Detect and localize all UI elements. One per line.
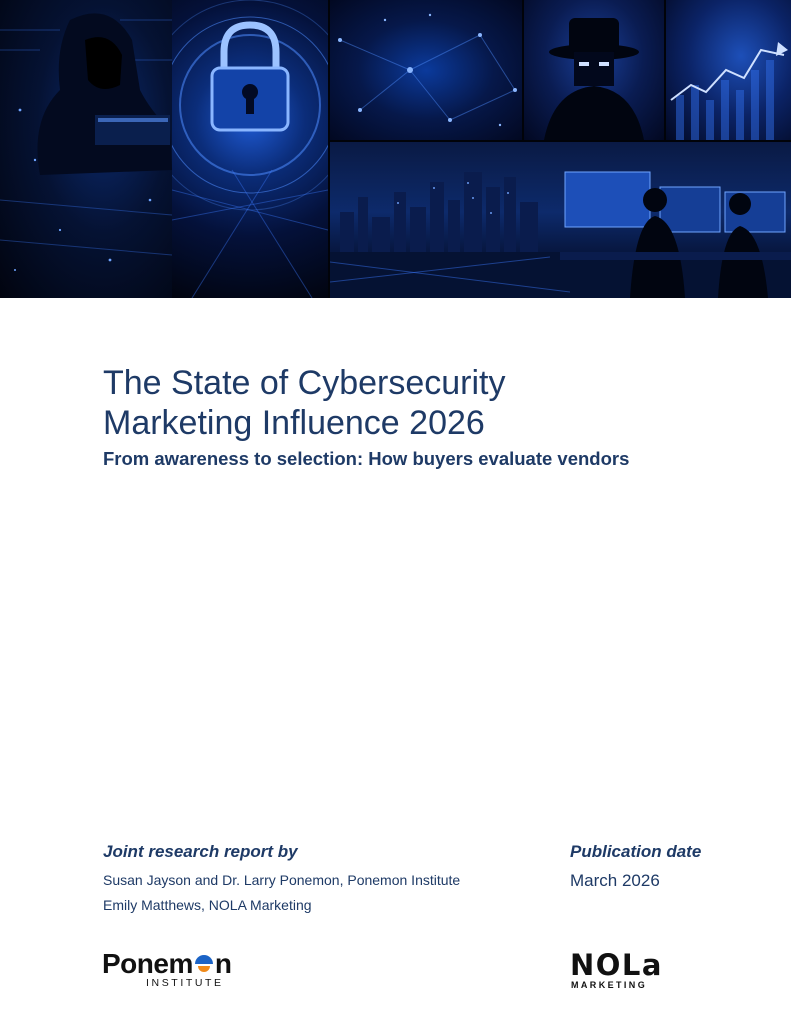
network-map-image [330,0,522,140]
rising-graph-image [666,0,791,140]
ponemon-institute-logo [102,948,252,993]
report-subtitle: From awareness to selection: How buyers evaluate vendors [103,448,630,469]
padlock-image [172,0,328,298]
ponemon-institute-text: INSTITUTE [146,977,224,989]
publication-date: March 2026 [570,871,660,890]
research-label: Joint research report by [103,842,298,861]
nola-marketing-text: MARKETING [571,980,648,990]
nola-wordmark: NOLa [570,948,663,982]
title-line-2: Marketing Influence 2026 [103,404,485,442]
hooded-hacker-image [0,0,172,298]
publication-info [570,841,770,892]
title-block [103,363,743,471]
nola-marketing-logo [570,950,670,995]
ponemon-wordmark: Ponem n [102,948,232,979]
cover-banner [0,0,791,298]
research-credits [103,841,543,914]
city-skyline-image [330,142,791,298]
author-line: Susan Jayson and Dr. Larry Ponemon, Ponemon Institute [103,872,461,888]
hat-spy-image [524,0,664,140]
title-line-1: The State of Cybersecurity [103,364,506,402]
publication-label: Publication date [570,842,702,861]
report-title [103,363,743,443]
ponemon-o-mark-icon [194,948,214,968]
author-line: Emily Matthews, NOLA Marketing [103,897,312,913]
